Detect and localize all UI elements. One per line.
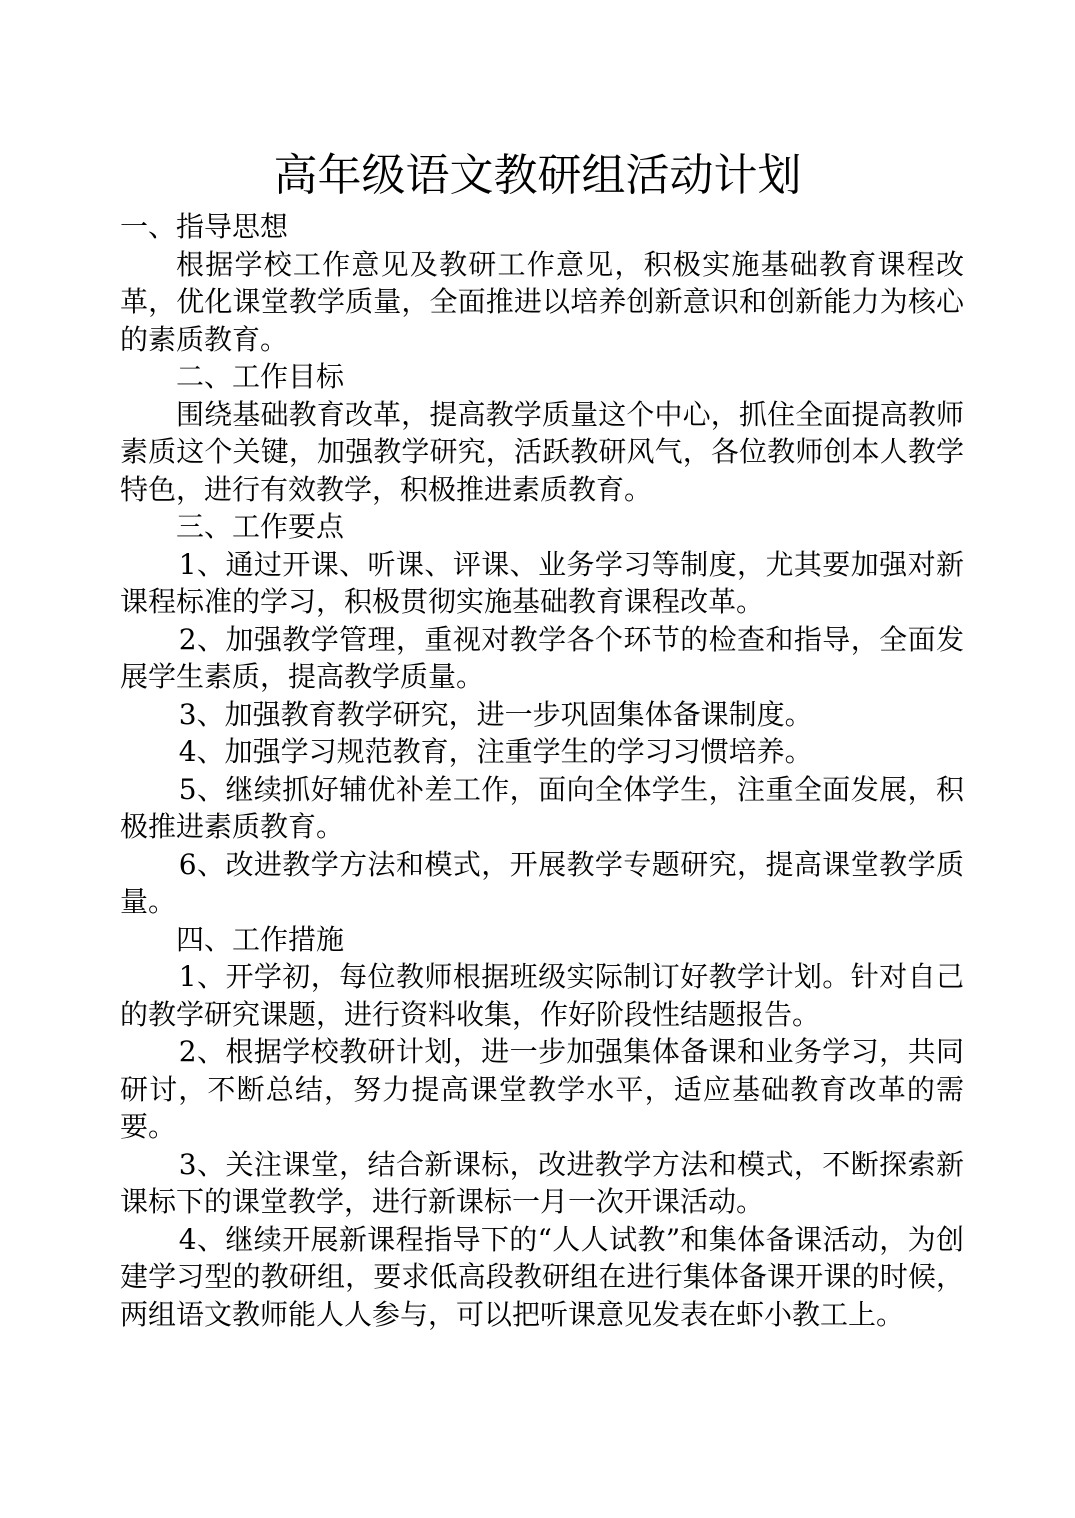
list-item: 1、通过开课、听课、评课、业务学习等制度，尤其要加强对新课程标准的学习，积极贯彻实施基础教育课程改革。 <box>120 547 964 618</box>
paragraph: 根据学校工作意见及教研工作意见，积极实施基础教育课程改革，优化课堂教学质量，全面推进以培养创新意识和创新能力为核心的素质教育。 <box>120 247 964 356</box>
document-body <box>120 208 964 1333</box>
document-title: 高年级语文教研组活动计划 <box>273 150 802 201</box>
section-heading-work-goals: 二、工作目标 <box>176 360 345 393</box>
list-item: 6、改进教学方法和模式，开展教学专题研究，提高课堂教学质量。 <box>120 847 964 918</box>
paragraph: 围绕基础教育改革，提高教学质量这个中心，抓住全面提高教师素质这个关键，加强教学研究，活跃教研风气，各位教师创本人教学特色，进行有效教学，积极推进素质教育。 <box>120 397 964 506</box>
section-heading-guiding-ideology: 一、指导思想 <box>120 210 289 243</box>
list-item: 2、加强教学管理，重视对教学各个环节的检查和指导，全面发展学生素质，提高教学质量。 <box>120 622 964 693</box>
list-item: 4、加强学习规范教育，注重学生的学习习惯培养。 <box>178 735 813 768</box>
list-item: 5、继续抓好辅优补差工作，面向全体学生，注重全面发展，积极推进素质教育。 <box>120 772 964 843</box>
list-item: 4、继续开展新课程指导下的“人人试教”和集体备课活动，为创建学习型的教研组，要求低高段教研组在进行集体备课开课的时候，两组语文教师能人人参与，可以把听课意见发表在虾小教工上。 <box>120 1222 964 1331</box>
list-item: 3、关注课堂，结合新课标，改进教学方法和模式，不断探索新课标下的课堂教学，进行新课标一月一次开课活动。 <box>120 1147 964 1218</box>
list-item: 3、加强教育教学研究，进一步巩固集体备课制度。 <box>178 697 813 731</box>
section-heading-work-measures: 四、工作措施 <box>176 922 345 956</box>
list-item: 1、开学初，每位教师根据班级实际制订好教学计划。针对自己的教学研究课题，进行资料收集，作好阶段性结题报告。 <box>120 960 964 1031</box>
list-item: 2、根据学校教研计划，进一步加强集体备课和业务学习，共同研讨，不断总结，努力提高课堂教学水平，适应基础教育改革的需要。 <box>120 1035 964 1143</box>
section-heading-work-points: 三、工作要点 <box>176 510 345 543</box>
